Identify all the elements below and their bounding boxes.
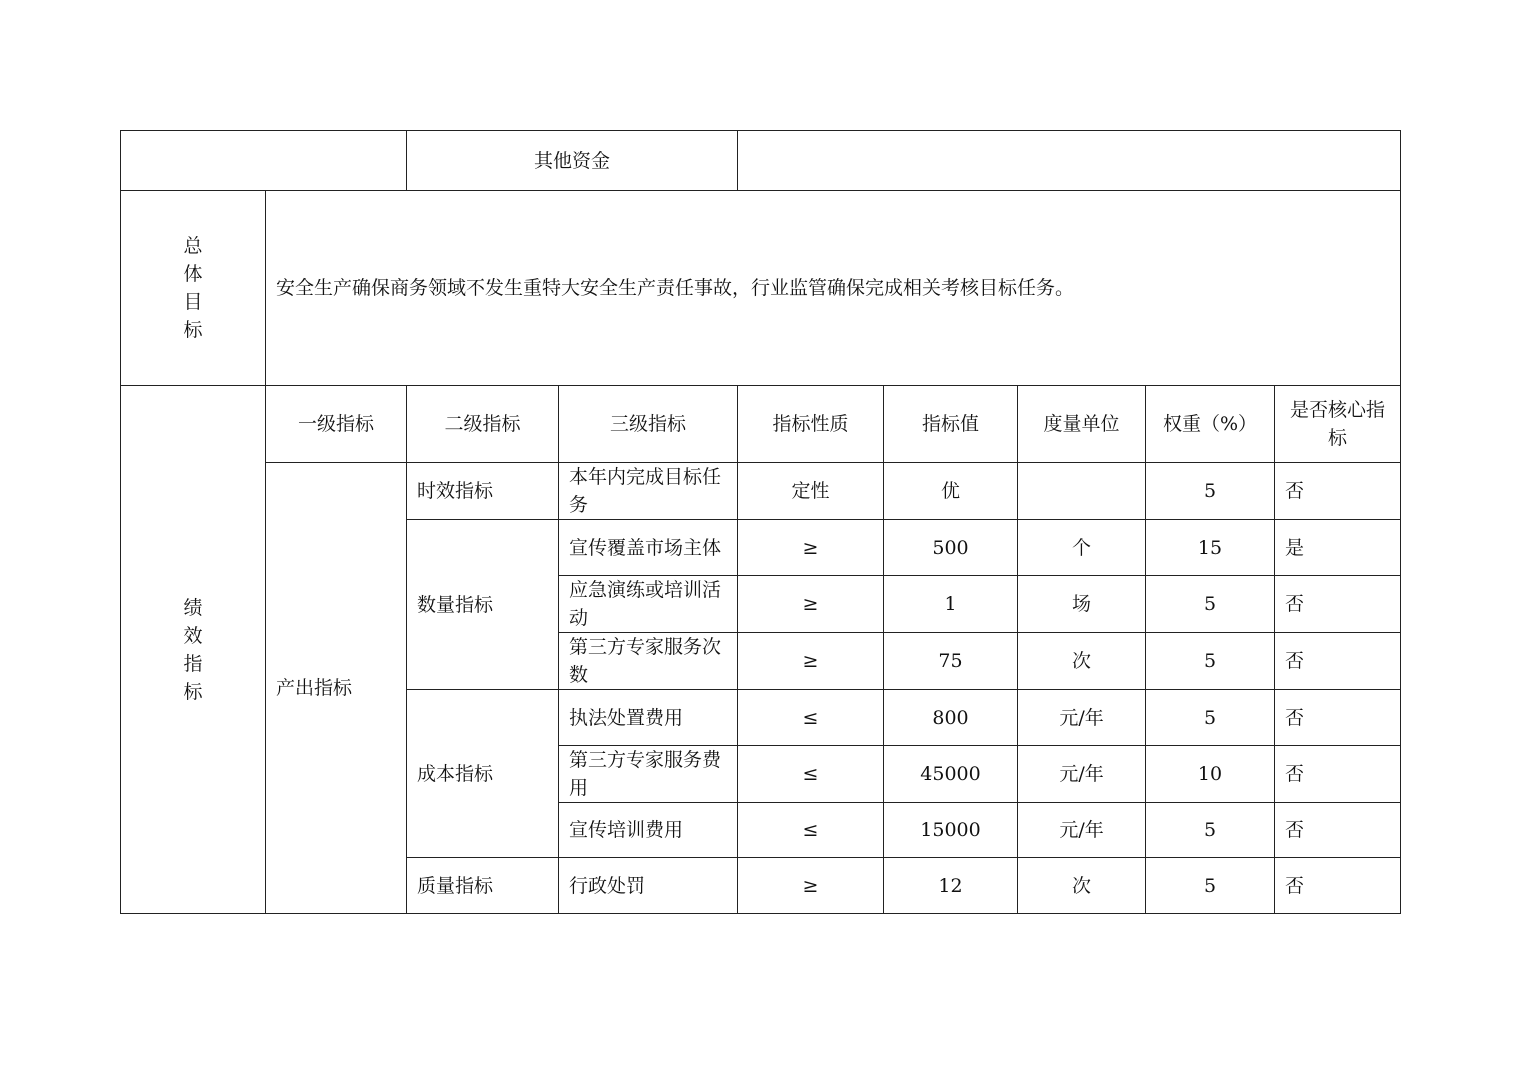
indicator-value: 1: [884, 576, 1018, 633]
indicator-unit: 场: [1018, 576, 1146, 633]
indicator-core: 否: [1275, 803, 1401, 858]
indicator-weight: 15: [1146, 520, 1275, 576]
header-nature: 指标性质: [738, 386, 884, 463]
indicator-unit: 元/年: [1018, 690, 1146, 746]
indicator-nature: ≥: [738, 576, 884, 633]
group-quality: 质量指标: [407, 858, 559, 914]
indicator-core: 否: [1275, 690, 1401, 746]
indicator-unit: 次: [1018, 633, 1146, 690]
indicator-value: 15000: [884, 803, 1018, 858]
header-value: 指标值: [884, 386, 1018, 463]
indicator-value: 800: [884, 690, 1018, 746]
indicator-name: 应急演练或培训活动: [559, 576, 738, 633]
indicator-weight: 5: [1146, 463, 1275, 520]
other-funds-label: 其他资金: [407, 131, 738, 191]
objective-row: [121, 191, 1401, 386]
indicator-value: 500: [884, 520, 1018, 576]
indicator-core: 否: [1275, 463, 1401, 520]
objective-text: 安全生产确保商务领域不发生重特大安全生产责任事故，行业监管确保完成相关考核目标任务。: [266, 191, 1401, 386]
indicator-nature: ≤: [738, 690, 884, 746]
indicator-core: 否: [1275, 633, 1401, 690]
indicator-core: 否: [1275, 746, 1401, 803]
indicator-unit: 次: [1018, 858, 1146, 914]
indicator-name: 第三方专家服务次数: [559, 633, 738, 690]
indicator-unit: 个: [1018, 520, 1146, 576]
indicator-name: 宣传培训费用: [559, 803, 738, 858]
group-cost: 成本指标: [407, 690, 559, 858]
group-quantity: 数量指标: [407, 520, 559, 690]
indicator-weight: 5: [1146, 576, 1275, 633]
indicator-nature: ≤: [738, 746, 884, 803]
header-unit: 度量单位: [1018, 386, 1146, 463]
indicator-unit: 元/年: [1018, 746, 1146, 803]
funding-row: [121, 131, 1401, 191]
indicator-core: 否: [1275, 858, 1401, 914]
header-weight: 权重（%）: [1146, 386, 1275, 463]
header-level1: 一级指标: [266, 386, 407, 463]
indicator-weight: 10: [1146, 746, 1275, 803]
indicator-weight: 5: [1146, 690, 1275, 746]
performance-label: 绩 效 指 标: [121, 386, 266, 914]
indicator-weight: 5: [1146, 633, 1275, 690]
level1-output: 产出指标: [266, 463, 407, 914]
indicator-name: 宣传覆盖市场主体: [559, 520, 738, 576]
performance-target-table: [120, 130, 1401, 914]
indicator-name: 行政处罚: [559, 858, 738, 914]
header-level2: 二级指标: [407, 386, 559, 463]
indicator-nature: ≤: [738, 803, 884, 858]
header-row: [121, 386, 1401, 463]
indicator-name: 本年内完成目标任务: [559, 463, 738, 520]
indicator-name: 执法处置费用: [559, 690, 738, 746]
indicator-unit: 元/年: [1018, 803, 1146, 858]
objective-label: 总 体 目 标: [121, 191, 266, 386]
indicator-value: 45000: [884, 746, 1018, 803]
indicator-nature: ≥: [738, 858, 884, 914]
indicator-nature: ≥: [738, 633, 884, 690]
indicator-nature: ≥: [738, 520, 884, 576]
indicator-core: 是: [1275, 520, 1401, 576]
other-funds-value: [738, 131, 1401, 191]
indicator-value: 12: [884, 858, 1018, 914]
indicator-core: 否: [1275, 576, 1401, 633]
indicator-value: 优: [884, 463, 1018, 520]
indicator-weight: 5: [1146, 858, 1275, 914]
table-row: [121, 463, 1401, 520]
indicator-unit: [1018, 463, 1146, 520]
indicator-name: 第三方专家服务费用: [559, 746, 738, 803]
indicator-weight: 5: [1146, 803, 1275, 858]
header-level3: 三级指标: [559, 386, 738, 463]
funding-blank-cell: [121, 131, 407, 191]
indicator-value: 75: [884, 633, 1018, 690]
header-core: 是否核心指标: [1275, 386, 1401, 463]
indicator-nature: 定性: [738, 463, 884, 520]
group-timeliness: 时效指标: [407, 463, 559, 520]
